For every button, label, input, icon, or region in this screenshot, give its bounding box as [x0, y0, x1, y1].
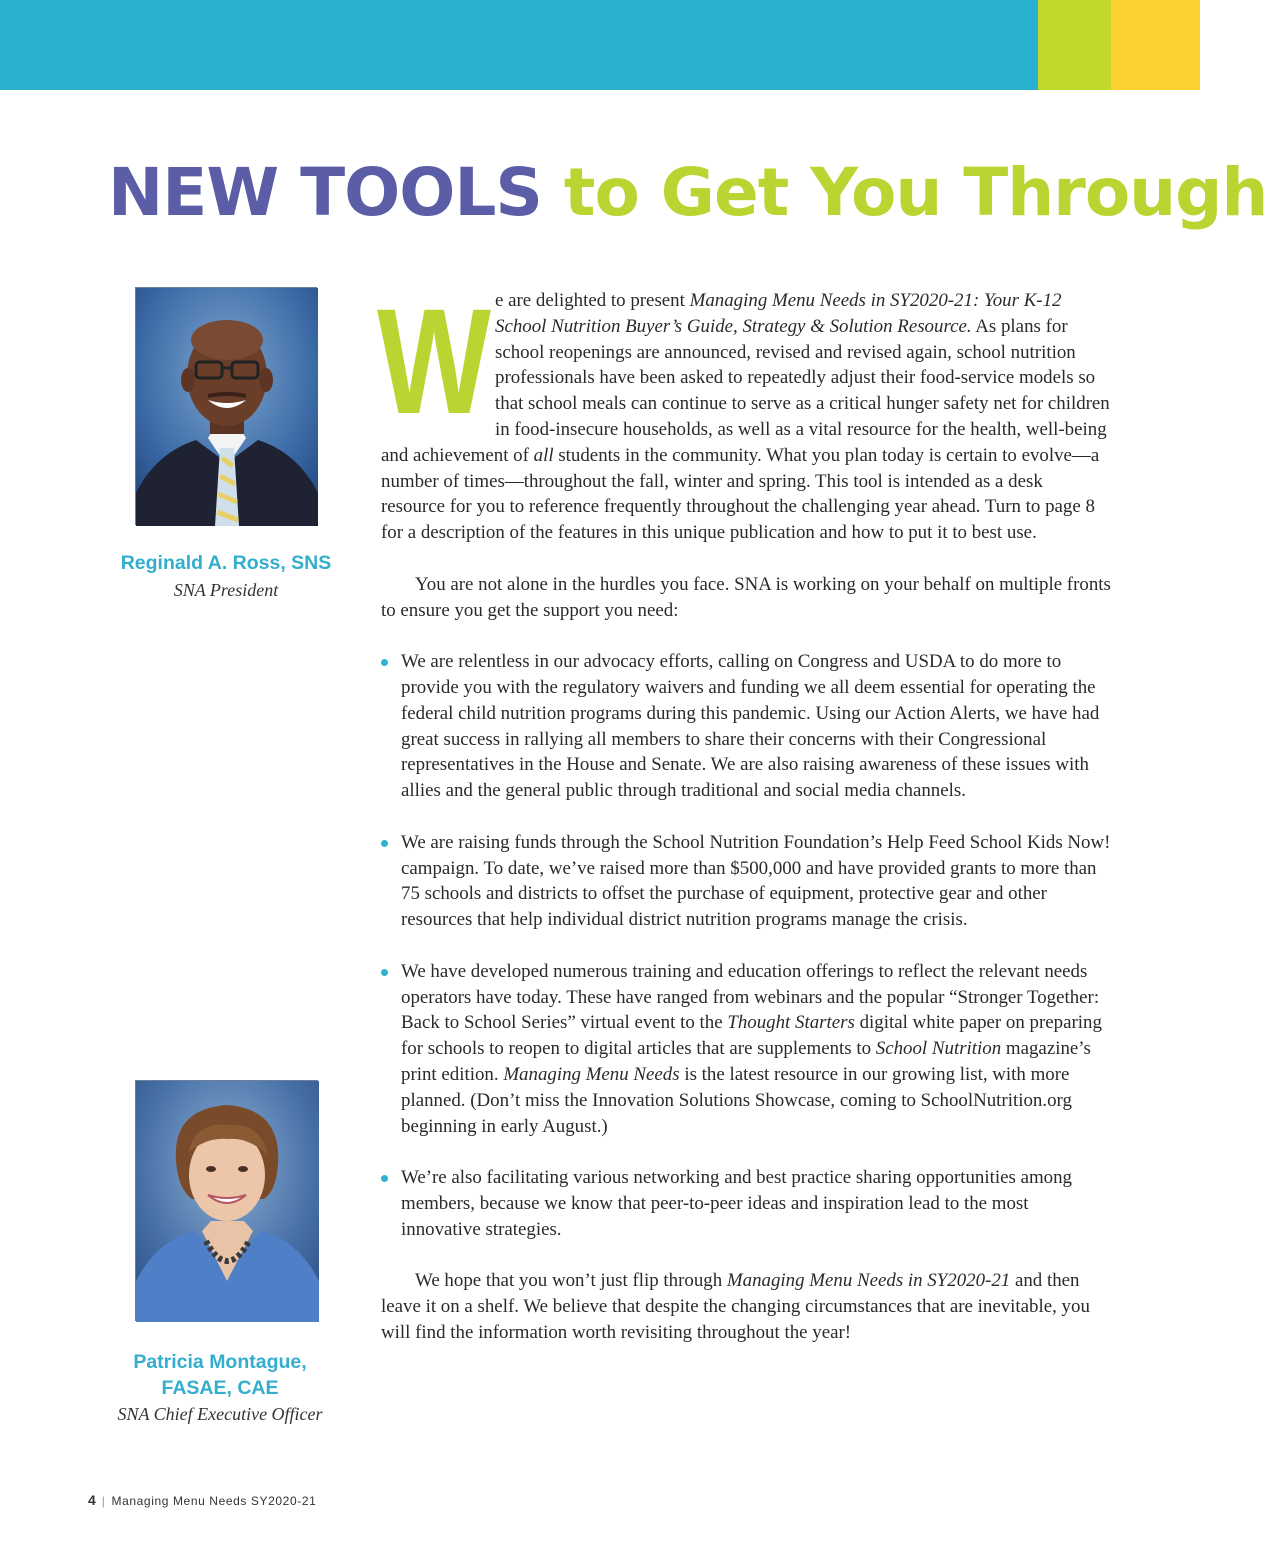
portrait-woman-photo	[135, 1080, 318, 1321]
portrait-man-illustration	[136, 288, 318, 526]
person-1-title: SNA President	[173, 580, 279, 600]
top-bar-yellow-segment	[1111, 0, 1200, 90]
closing-paragraph: We hope that you won’t just flip through Managing Menu Needs in SY2020-21 and then leave it on a shelf. We believe that despite the changing circumstances that are inevitable, you will find the information worth revisiting throughout the year!	[381, 1270, 1090, 1343]
page-footer	[88, 1490, 316, 1510]
page-headline	[108, 148, 1267, 238]
bullet-fundraising: We are raising funds through the School Nutrition Foundation’s Help Feed School Kids Now! campaign. To date, we’ve raised more than $500,000 and have provided grants to more than 75 schools and districts to offset the purchase of equipment, protective gear and other resources that help individual district nutrition programs manage the crisis.	[381, 830, 1111, 933]
drop-cap-glyph: W	[377, 277, 492, 445]
publication-title: Managing Menu Needs in SY2020-21: Your K-12 School Nutrition Buyer’s Guide, Strategy & Solution Resource.	[495, 290, 1062, 337]
support-paragraph: You are not alone in the hurdles you face. SNA is working on your behalf on multiple fronts to ensure you get the support you need:	[381, 573, 1111, 621]
bullet-advocacy: We are relentless in our advocacy efforts, calling on Congress and USDA to do more to provide you with the regulatory waivers and funding we all deem essential for operating the federal child nutrition programs during this pandemic. Using our Action Alerts, we have had great success in rallying all members to share their concerns with their Congressional representatives in the House and Senate. We are also raising awareness of these issues with allies and the general public through traditional and social media channels.	[381, 649, 1111, 804]
bullet-dot-icon	[381, 969, 388, 976]
drop-cap-letter	[377, 277, 492, 445]
bullet-dot-icon	[381, 1175, 388, 1182]
person-2-title: SNA Chief Executive Officer	[117, 1404, 323, 1424]
top-bar-blue-segment	[0, 0, 1038, 90]
portrait-woman-illustration	[136, 1081, 319, 1322]
bullet-training: We have developed numerous training and education offerings to reflect the relevant needs operators have today. These have ranged from webinars and the popular “Stronger Together: Back to School Series” virtual event to the Thought Starters digital white paper on preparing for schools to reopen to digital articles that are supplements to School Nutrition magazine’s print edition. Managing Menu Needs is the latest resource in our growing list, with more planned. (Don’t miss the Innovation Solutions Showcase, coming to SchoolNutrition.org beginning in early August.)	[381, 959, 1111, 1140]
person-1-name: Reginald A. Ross, SNS	[120, 552, 332, 574]
headline-part-1: NEW TOOLS	[108, 154, 542, 231]
footer-publication-name: Managing Menu Needs SY2020-21	[111, 1494, 317, 1508]
bullet-networking: We’re also facilitating various networking and best practice sharing opportunities among members, because we know that peer-to-peer ideas and inspiration lead to the most innovative strategies.	[381, 1165, 1111, 1242]
bullet-dot-icon	[381, 659, 388, 666]
intro-paragraph: e are delighted to present Managing Menu Needs in SY2020-21: Your K-12 School Nutrition Buyer’s Guide, Strategy & Solution Resource. As plans for school reopenings are announced, revised and revised again, school nutrition professionals have been asked to repeatedly adjust their food-service models so that school meals can continue to serve as a critical hunger safety net for children in food-insecure households, as well as a vital resource for the health, well-being and achievement of all students in the community. What you plan today is certain to evolve—a number of times—throughout the fall, winter and spring. This tool is intended as a desk resource for you to reference frequently throughout the challenging year ahead. Turn to page 8 for a description of the features in this unique publication and how to put it to best use.	[381, 290, 1110, 544]
drop-cap	[377, 277, 492, 445]
headline-part-2: to Get You Through	[563, 154, 1267, 231]
person-2-name-line-2: FASAE, CAE	[161, 1377, 279, 1399]
emphasis-all: all	[533, 444, 554, 466]
portrait-man-photo	[135, 287, 317, 525]
bullet-dot-icon	[381, 840, 388, 847]
footer-separator: |	[101, 1494, 106, 1508]
person-2-name-line-1: Patricia Montague,	[133, 1351, 307, 1373]
top-bar-lime-segment	[1038, 0, 1111, 90]
support-bullet-list	[381, 649, 1111, 1242]
top-color-bar	[0, 0, 1200, 90]
article-body	[377, 277, 1111, 1346]
page-number: 4	[88, 1492, 96, 1508]
